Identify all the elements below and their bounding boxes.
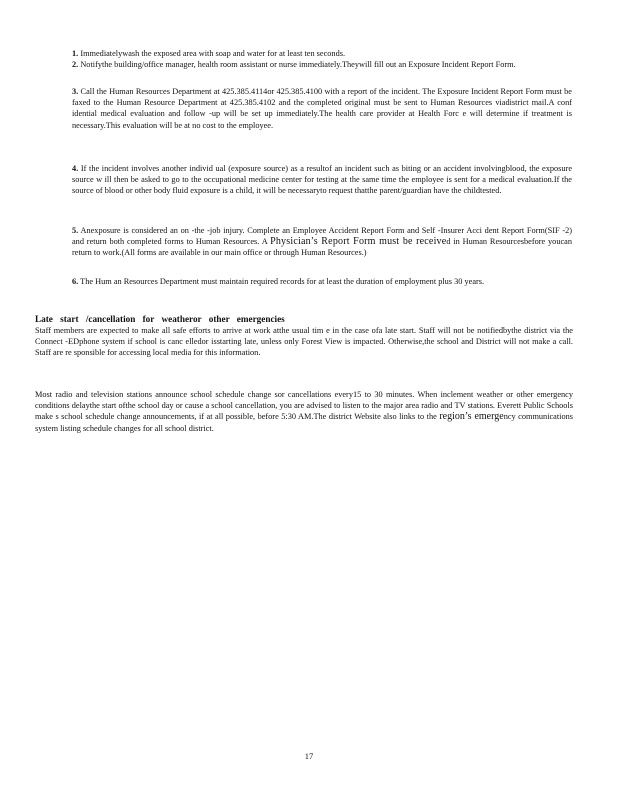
list-item-number: 5. [72,226,79,235]
section-heading: Late start /cancellation for weatheror other emergencies [35,314,285,324]
list-item-number: 1. [72,49,79,58]
list-item-text: Anexposure is considered an on -the -job injury. Complete an Employee Accident Report Form and Self -Insurer Acci dent Report Form(SIF -2) and return both completed forms to Human Resources. A [72,226,572,247]
paragraph-text: ncy communications system listing schedule changes for all school district. [35,412,573,433]
list-item-number: 6. [72,277,79,286]
list-item-number: 2. [72,60,79,69]
list-item [72,59,572,70]
radio-paragraph [35,389,573,434]
list-item-text: Notifythe building/office manager, health room assistant or nurse immediately.Theywill fill out an Exposure Incident Report Form. [80,60,516,69]
list-item [72,48,572,59]
list-item-number: 3. [72,87,79,96]
list-item-text: Call the Human Resources Department at 425.385.4114or 425.385.4100 with a report of the incident. The Exposure Incident Report Form must be faxed to the Human Resource Department at 425.385.4102 and the completed original must be sent to Human Resources viadistrict mail.A conf idential medical evaluation and follow -up will be set up immediately.The health care provider at Health Forc e will determine if treatment is necessary.This evaluation will be at no cost to the employee. [72,87,572,130]
list-item [72,225,572,259]
list-item-number: 4. [72,164,79,173]
list-item-text: Immediatelywash the exposed area with soap and water for at least ten seconds. [80,49,346,58]
paragraph-text-emphasis: region’s emerge [439,411,504,423]
list-item-text-emphasis: Physician’s Report Form must be receive [270,236,447,248]
page-number: 17 [304,751,314,761]
list-item [72,163,572,197]
paragraph-text: Most radio and television stations announce school schedule change sor cancellations every15 to 30 minutes. When inclement weather or other emergency conditions delaythe start ofthe school day or cause a school cancellation, you are advised to listen to the major area radio and TV stations. Everett Public Schools make s school schedule change announcements, if at all possible, before 5:30 AM.The district Website also links to the [35,390,573,422]
list-item-text: d in Human Resourcesbefore youcan return to work.(All forms are available in our main office or through Human Resources.) [72,237,572,258]
list-item-text: The Hum an Resources Department must maintain required records for at least the duration of employment plus 30 years. [80,277,485,286]
list-item [72,86,572,131]
list-item-text: If the incident involves another individ ual (exposure source) as a resultof an incident such as biting or an accident involvingblood, the exposure source w ill then be asked to go to the occupational medicine center for testing at the same time the employee is sent for a medical evaluation.If the source of blood or other body fluid exposure is a child, it will be necessaryto request thatthe parent/guardian have the childtested. [72,164,573,196]
late-start-paragraph: Staff members are expected to make all safe efforts to arrive at work atthe usual tim e in the case ofa late start. Staff will not be notifiedbythe district via the Connect -EDphone system if school is canc elledor isstarting late, unless only Forest View is impacted. Otherwise,the school and District will not make a call. Staff are re sponsible for accessing local media for this information. [35,326,573,358]
list-item [72,276,572,287]
